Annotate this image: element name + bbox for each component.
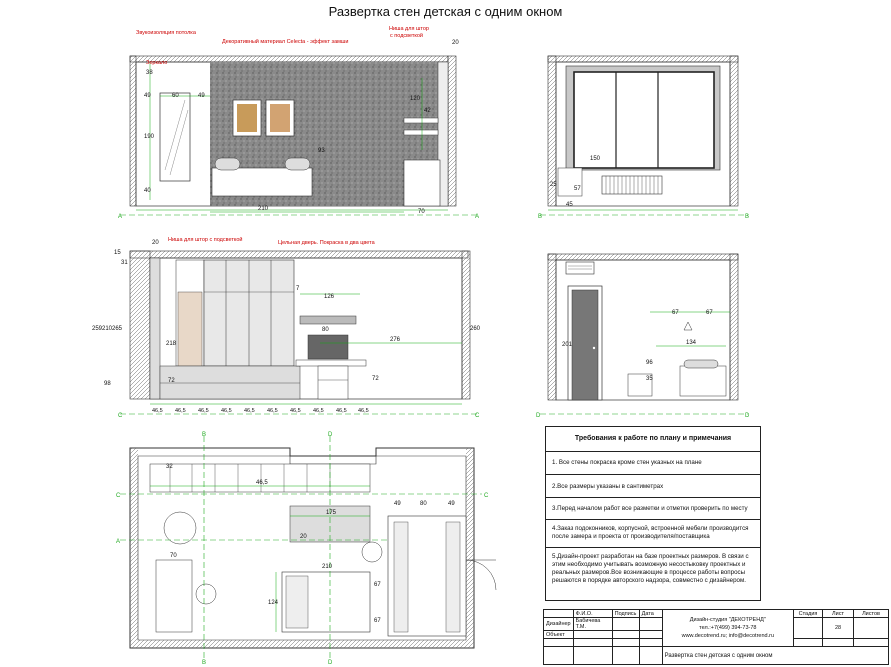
pouf [362, 542, 382, 562]
dim-label: 42 [424, 108, 431, 114]
note-item: 4.Заказ подоконников, корпусной, встроенной мебели производится после замера и проекта от производителя/поставщика [552, 525, 749, 540]
air-conditioner [566, 262, 594, 274]
mirror [160, 93, 190, 181]
section-a-left: A [118, 214, 123, 220]
dim-label: 35 [646, 376, 653, 382]
dim-label: 49 [394, 501, 401, 507]
dim-label: 15 [114, 250, 121, 256]
dim-label: 46,5 [358, 408, 369, 414]
tb-doc-name: Развертка стен детская с одним окном [662, 647, 888, 665]
dim-label: 72 [372, 376, 379, 382]
dim-label: 46,5 [221, 408, 232, 414]
dim-label: 210 [322, 564, 333, 570]
elevation-c [120, 251, 478, 414]
pendant-lamp [684, 322, 692, 330]
tb-date: Дата [639, 610, 662, 618]
shelf [404, 118, 438, 123]
dim-label: 201 [562, 342, 573, 348]
dim-label: 67 [672, 310, 679, 316]
elevation-d [540, 254, 748, 414]
dim-label: 7 [296, 286, 300, 292]
section-c-plan-right: C [484, 493, 489, 499]
wardrobe-plan [150, 464, 370, 492]
section-b-top: B [202, 432, 207, 438]
ceiling-label: Звукоизоляция потолка [136, 30, 196, 36]
dim-label: 98 [104, 381, 111, 387]
dim-label: 20 [452, 40, 459, 46]
dim-label: 175 [326, 510, 337, 516]
tv-screen [308, 335, 348, 359]
section-a-right: A [475, 214, 480, 220]
dim-label: 46,5 [336, 408, 347, 414]
desk-plan [156, 560, 192, 632]
dim-label: 46,5 [290, 408, 301, 414]
dim-label: 40 [144, 188, 151, 194]
dim-label: 46,5 [175, 408, 186, 414]
dim-label: 124 [268, 600, 279, 606]
tb-fio: Ф.И.О. [573, 610, 612, 618]
dim-label: 265 [112, 326, 123, 332]
notes-title: Требования к работе по плану и примечания [574, 435, 732, 442]
note-item: 2.Все размеры указаны в сантиметрах [552, 483, 664, 490]
tb-stage: Стадия [794, 610, 823, 618]
section-c-right: C [475, 413, 480, 419]
dim-label: 38 [146, 70, 153, 76]
dim-label: 20 [152, 240, 159, 246]
dim-label: 67 [706, 310, 713, 316]
section-c-left: C [118, 413, 123, 419]
dim-label: 96 [646, 360, 653, 366]
section-b-right: B [745, 214, 750, 220]
door [572, 290, 598, 400]
dim-label: 31 [121, 260, 128, 266]
dim-label: 46,5 [267, 408, 278, 414]
title-block [543, 609, 889, 665]
dim-label: 126 [324, 294, 335, 300]
decor-label: Декоративный материал Celecta - эффект замши [222, 39, 349, 45]
bed [212, 168, 312, 196]
dim-label: 60 [172, 93, 179, 99]
section-d-left: D [536, 413, 541, 419]
section-d-right: D [745, 413, 750, 419]
note-item: 3.Перед началом работ все разметки и отметки проверить по месту [552, 505, 748, 512]
tb-studio: Дизайн-студия "ДЕКОТРЕНД" [689, 617, 766, 623]
dim-label: 49 [144, 93, 151, 99]
elevation-c-bottom-dimensions [152, 408, 369, 414]
dim-label: 67 [374, 582, 381, 588]
dim-label: 260 [470, 326, 481, 332]
chair [196, 584, 216, 604]
dim-label: 57 [574, 186, 581, 192]
drawer-base [160, 366, 300, 399]
dim-label: 276 [390, 337, 401, 343]
mirror-label: Зеркало [146, 60, 168, 66]
rug [164, 512, 196, 544]
dim-label: 46,5 [244, 408, 255, 414]
dim-label: 46,5 [198, 408, 209, 414]
dim-label: 72 [168, 378, 175, 384]
dim-label: 49 [198, 93, 205, 99]
page-title: Развертка стен детская с одним окном [328, 4, 563, 19]
floor-plan [120, 436, 496, 660]
niche-label-2: с подсветкой [390, 33, 424, 39]
dim-label: 218 [166, 341, 177, 347]
dim-label: 45 [566, 202, 573, 208]
dim-label: 210 [102, 326, 113, 332]
tb-sheet-number: 28 [823, 618, 854, 639]
section-d-bottom: D [328, 660, 333, 666]
section-b-left: B [538, 214, 543, 220]
notes-panel [545, 426, 761, 601]
dim-label: 93 [318, 148, 325, 154]
desk [404, 160, 440, 206]
tb-designer-name: Бабичева Т.М. [573, 618, 612, 631]
wall-shelf [300, 316, 356, 324]
tb-sheets: Листов [854, 610, 889, 618]
desk-top [296, 360, 366, 366]
dim-label: 190 [144, 134, 155, 140]
door-label: Цельная дверь. Покраска в два цвета [278, 240, 375, 246]
note-item: 5.Дизайн-проект разработан на базе проектных размеров. В связи с этим необходимо учитывать возможную несостыковку проектных и реальных размеров.Все возникающие в процессе работы вопросы решаются в порядке авторского надзора, совместно с дизайнером. [552, 553, 749, 584]
tb-sign: Подпись [612, 610, 639, 618]
section-b-bottom: B [202, 660, 207, 666]
tb-phone: тел.:+7(499) 394-73-78 [699, 625, 757, 631]
dim-label: 32 [166, 464, 173, 470]
tb-object: Объект [544, 631, 574, 639]
section-a-plan: A [116, 539, 121, 545]
bed-side [680, 366, 726, 396]
tb-designer-role: Дизайнер [544, 618, 574, 631]
radiator [602, 176, 662, 194]
curtain-niche-label: Ниша для штор с подсветкой [168, 237, 243, 243]
shelf [404, 130, 438, 135]
dim-label: 46,5 [152, 408, 163, 414]
niche-label: Ниша для штор [389, 26, 429, 32]
dim-label: 259 [92, 326, 103, 332]
dim-label: 134 [686, 340, 697, 346]
elevation-a [120, 56, 478, 215]
section-c-plan-left: C [116, 493, 121, 499]
elevation-b [540, 56, 748, 215]
tb-web: www.decotrend.ru; info@decotrend.ru [681, 633, 775, 639]
dim-label: 25 [550, 182, 557, 188]
dim-label: 46,5 [256, 480, 268, 486]
dim-label: 80 [420, 501, 427, 507]
dim-label: 80 [322, 327, 329, 333]
dim-label: 46,5 [313, 408, 324, 414]
dim-label: 70 [170, 553, 177, 559]
window [574, 72, 714, 168]
tb-sheet: Лист [823, 610, 854, 618]
section-d-top: D [328, 432, 333, 438]
dim-label: 67 [374, 618, 381, 624]
note-item: 1. Все стены покраска кроме стен указных на плане [552, 459, 702, 466]
dim-label: 70 [418, 209, 425, 215]
dim-label: 49 [448, 501, 455, 507]
dim-label: 210 [258, 206, 269, 212]
dim-label: 120 [410, 96, 421, 102]
dim-label: 150 [590, 156, 601, 162]
dim-label: 20 [300, 534, 307, 540]
